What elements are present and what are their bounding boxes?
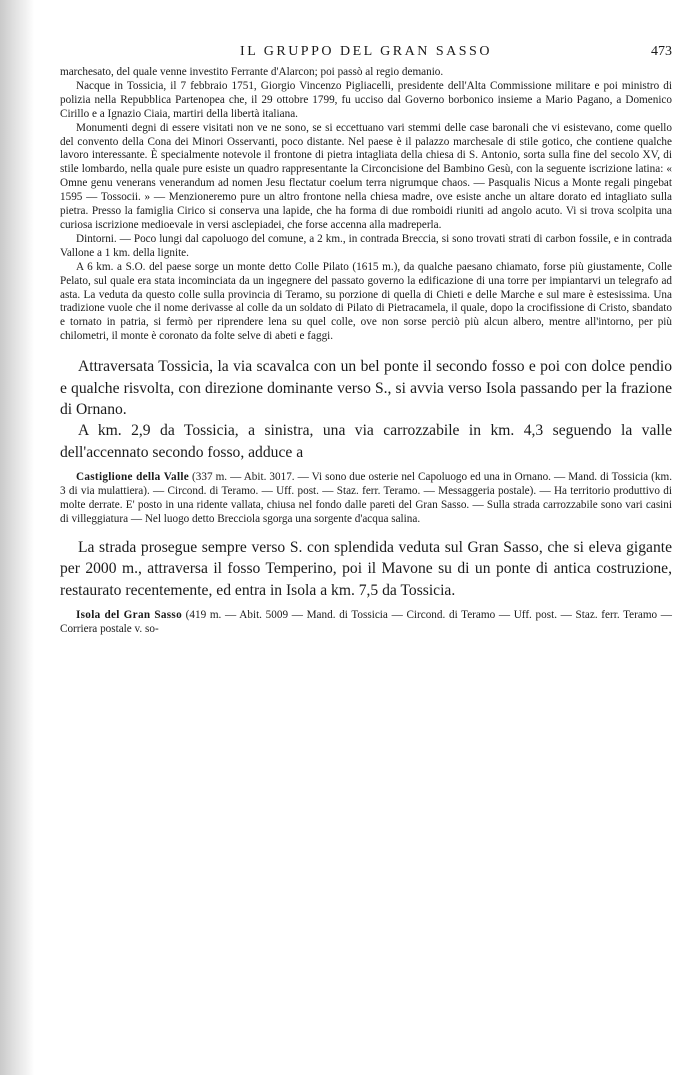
paragraph xyxy=(60,471,672,527)
place-name: Castiglione della Valle xyxy=(76,471,190,484)
book-page xyxy=(60,40,672,637)
paragraph: Monumenti degni di essere visitati non ve ne sono, se si eccettuano vari stemmi delle case baronali che vi esistevano, come quello del convento della Cona dei Minori Osservanti, poco distante. Nel paese è il palazzo marchesale di stile gotico, che contiene qualche lavoro interessante. È specialmente notevole il frontone di pietra intagliata della chiesa di S. Antonio, sorta sulla fine del secolo XV, di stile lombardo, nella quale pure esiste un quadro rappresentante la Circoncisione del Bambino Gesù, con la seguente iscrizione latina: « Omne genu venerans venerandum ad nomen Jesu flectatur coelum terra nigrumque chaos. — Pasqualis Nicus a Monte regali pingebat 1595 — Tossocii. » — Menzioneremo pure un altro frontone nella chiesa madre, ove esiste anche un altare dorato ed intagliato sulla pietra. Presso la famiglia Cirico si conserva una lapide, che ha forma di due romboidi riuniti ad angolo acuto. Vi si trova scolpita una curiosa iscrizione medioevale in versi asclepiadei, che forse accenna alla madreperla. xyxy=(60,121,672,231)
section-isola-small-print xyxy=(60,609,672,637)
paragraph: Attraversata Tossicia, la via scavalca con un bel ponte il secondo fosso e poi con dolce pendio e qualche risvolta, con direzione dominante verso S., si avvia verso Isola passando per la frazione di Ornano. xyxy=(60,358,672,418)
paragraph: Nacque in Tossicia, il 7 febbraio 1751, Giorgio Vincenzo Pigliacelli, presidente dell'Alta Commissione militare e poi ministro di polizia nella Repubblica Partenopea che, il 29 ottobre 1799, fu ucciso dal Governo borbonico insieme a Mario Pagano, a Domenico Cirillo e a Ignazio Ciaia, martiri della libertà italiana. xyxy=(60,79,672,120)
place-details: (419 m. — Abit. 5009 — Mand. di Tossicia — Circond. di Teramo — Uff. post. — Staz. ferr. Teramo — Corriera postale v. so- xyxy=(60,609,672,635)
place-name: Isola del Gran Sasso xyxy=(76,609,182,621)
section-road-large-print xyxy=(60,537,672,601)
section-castiglione-small-print xyxy=(60,471,672,527)
place-details: (337 m. — Abit. 3017. — Vi sono due osterie nel Capoluogo ed una in Ornano. — Mand. di Tossicia (km. 3 di via mulattiera). — Circond. di Teramo. — Uff. post. — Staz. ferr. Teramo. — Messaggeria postale). — Ha territorio produttivo di molte derrate. E' posto in una ridente vallata, chiusa nel fondo dalle pareti del Gran Sasso. — Sulla strada carrozzabile sono vari casini di villeggiatura — Nel luogo detto Brecciola sgorga una sorgente d'acqua salina. xyxy=(60,471,672,525)
page-number: 473 xyxy=(651,44,672,59)
book-gutter-shadow xyxy=(0,0,34,1075)
paragraph: A km. 2,9 da Tossicia, a sinistra, una via carrozzabile in km. 4,3 seguendo la valle dell'accennato secondo fosso, adduce a xyxy=(60,422,672,461)
paragraph: A 6 km. a S.O. del paese sorge un monte detto Colle Pilato (1615 m.), da qualche paesano chiamato, forse più giustamente, Colle Pelato, sul quale era stata incominciata da un ingegnere del passato governo la edificazione di una torre per impiantarvi un telegrafo ad asta. La veduta da questo colle sulla provincia di Teramo, su porzione di quella di Chieti e delle Marche e sul mare è estesissima. Una tradizione vuole che il nome derivasse al colle da un soldato di Pilato di Pietracamela, il quale, dopo la crocifissione di Cristo, sbandato e tornato in patria, si fermò per riprendere lena su quel colle, ove non sorse perciò più alcun albero, mentre all'intorno, per più chilometri, il monte è coronato da folte selve di abeti e faggi. xyxy=(60,260,672,343)
paragraph: La strada prosegue sempre verso S. con splendida veduta sul Gran Sasso, che si eleva gigante per 2000 m., attraversa il fosso Temperino, poi il Mavone su di un ponte di antica costruzione, restaurato recentemente, ed entra in Isola a km. 7,5 da Tossicia. xyxy=(60,538,672,599)
paragraph: marchesato, del quale venne investito Ferrante d'Alarcon; poi passò al regio demanio. xyxy=(60,66,444,78)
section-history-small-print xyxy=(60,66,672,344)
paragraph: Dintorni. — Poco lungi dal capoluogo del comune, a 2 km., in contrada Breccia, si sono trovati strati di carbon fossile, e in contrada Vallone a 1 km. della lignite. xyxy=(60,232,672,259)
running-header xyxy=(60,40,672,66)
paragraph xyxy=(60,609,672,637)
section-route-large-print xyxy=(60,356,672,463)
page-title: IL GRUPPO DEL GRAN SASSO xyxy=(240,44,492,59)
